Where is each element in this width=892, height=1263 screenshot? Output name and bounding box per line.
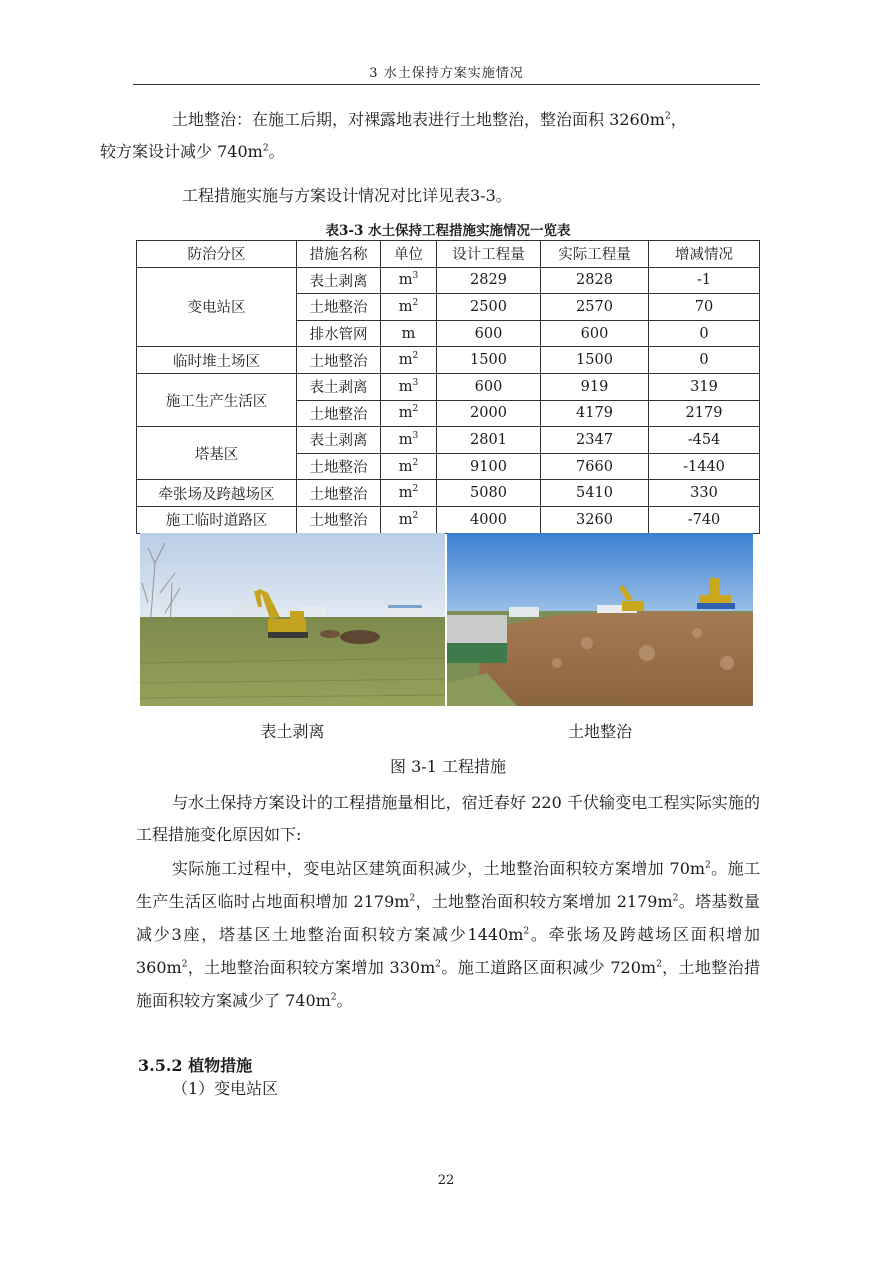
table-row: [137, 347, 760, 374]
actual-cell: 4179: [541, 400, 649, 427]
header-cell: 单位: [381, 241, 437, 268]
measure-cell: 土地整治: [297, 453, 381, 480]
design-cell: 2000: [437, 400, 541, 427]
photo-land-grading: [447, 533, 753, 706]
header-cell: 实际工程量: [541, 241, 649, 268]
table-header-row: [137, 241, 760, 268]
design-cell: 1500: [437, 347, 541, 374]
graded-soil-image: [447, 533, 753, 706]
paragraph-comparison: 与水土保持方案设计的工程措施量相比，宿迁春好 220 千伏输变电工程实际实施的工程措施变化原因如下:: [136, 793, 760, 844]
actual-cell: 2347: [541, 427, 649, 454]
zone-cell: 塔基区: [137, 427, 297, 480]
header-cell: 防治分区: [137, 241, 297, 268]
actual-cell: 2570: [541, 294, 649, 321]
measure-cell: 排水管网: [297, 320, 381, 347]
table-row: [137, 427, 760, 454]
header-cell: 措施名称: [297, 241, 381, 268]
actual-cell: 600: [541, 320, 649, 347]
actual-cell: 3260: [541, 506, 649, 533]
zone-cell: 牵张场及跨越场区: [137, 480, 297, 507]
unit-cell: $m^3$: [381, 267, 437, 294]
paragraph-land-grading: 土地整治：在施工后期，对裸露地表进行土地整治，整治面积 $3260m^2$， 较方案设计减少 $740m^2$。: [100, 110, 687, 161]
measure-cell: 表土剥离: [297, 373, 381, 400]
change-cell: 330: [649, 480, 760, 507]
measure-cell: 表土剥离: [297, 427, 381, 454]
design-cell: 4000: [437, 506, 541, 533]
design-cell: 5080: [437, 480, 541, 507]
measures-table: [136, 240, 760, 534]
actual-cell: 919: [541, 373, 649, 400]
design-cell: 2500: [437, 294, 541, 321]
table-row: [137, 506, 760, 533]
unit-cell: $m^2$: [381, 506, 437, 533]
design-cell: 2829: [437, 267, 541, 294]
actual-cell: 1500: [541, 347, 649, 374]
unit-cell: $m^2$: [381, 400, 437, 427]
table-title: 表3-3 水土保持工程措施实施情况一览表: [325, 223, 571, 239]
header-cell: 增减情况: [649, 241, 760, 268]
change-cell: -1: [649, 267, 760, 294]
table-row: [137, 480, 760, 507]
excavator-field-image: [140, 533, 445, 706]
table-row: [137, 267, 760, 294]
measure-cell: 土地整治: [297, 400, 381, 427]
section-heading: 3.5.2 植物措施: [138, 1056, 253, 1075]
design-cell: 2801: [437, 427, 541, 454]
change-cell: -1440: [649, 453, 760, 480]
unit-cell: $m^2$: [381, 347, 437, 374]
running-header: 3 水土保持方案实施情况: [133, 62, 760, 85]
measure-cell: 土地整治: [297, 506, 381, 533]
change-cell: 2179: [649, 400, 760, 427]
photo-caption-right: 土地整治: [567, 722, 632, 741]
zone-cell: 变电站区: [137, 267, 297, 347]
table-row: [137, 373, 760, 400]
unit-cell: $m^3$: [381, 427, 437, 454]
paragraph-change-reasons: 实际施工过程中，变电站区建筑面积减少，土地整治面积较方案增加 $70m^2$。施工生产生活区临时占地面积增加 $2179m^2$，土地整治面积较方案增加 $2179m^2$。塔基数量减少3座，塔基区土地整治面积较方案减少$1440m^2$。牵张场及跨越场区面积增加 $360m^2$，土地整治面积较方案增加 $330m^2$。施工道路区面积减少 $720m^2$，土地整治措施面积较方案减少了 $740m^2$。: [136, 859, 760, 1010]
change-cell: -740: [649, 506, 760, 533]
measure-cell: 表土剥离: [297, 267, 381, 294]
design-cell: 600: [437, 320, 541, 347]
design-cell: 600: [437, 373, 541, 400]
unit-cell: $m^2$: [381, 480, 437, 507]
paragraph-table-reference: 工程措施实施与方案设计情况对比详见表3-3。: [182, 186, 512, 205]
change-cell: 70: [649, 294, 760, 321]
page-number: 22: [437, 1173, 455, 1188]
subsection-heading: （1）变电站区: [172, 1079, 279, 1098]
design-cell: 9100: [437, 453, 541, 480]
header-cell: 设计工程量: [437, 241, 541, 268]
unit-cell: $m^3$: [381, 373, 437, 400]
measure-cell: 土地整治: [297, 347, 381, 374]
unit-cell: m: [381, 320, 437, 347]
figure-caption: 图 3-1 工程措施: [390, 757, 506, 776]
actual-cell: 5410: [541, 480, 649, 507]
measure-cell: 土地整治: [297, 294, 381, 321]
zone-cell: 施工临时道路区: [137, 506, 297, 533]
actual-cell: 7660: [541, 453, 649, 480]
unit-cell: $m^2$: [381, 294, 437, 321]
change-cell: 319: [649, 373, 760, 400]
photo-topsoil-stripping: [140, 533, 445, 706]
change-cell: 0: [649, 320, 760, 347]
unit-cell: $m^2$: [381, 453, 437, 480]
zone-cell: 临时堆土场区: [137, 347, 297, 374]
photo-caption-left: 表土剥离: [260, 722, 325, 741]
measure-cell: 土地整治: [297, 480, 381, 507]
change-cell: 0: [649, 347, 760, 374]
zone-cell: 施工生产生活区: [137, 373, 297, 426]
actual-cell: 2828: [541, 267, 649, 294]
change-cell: -454: [649, 427, 760, 454]
